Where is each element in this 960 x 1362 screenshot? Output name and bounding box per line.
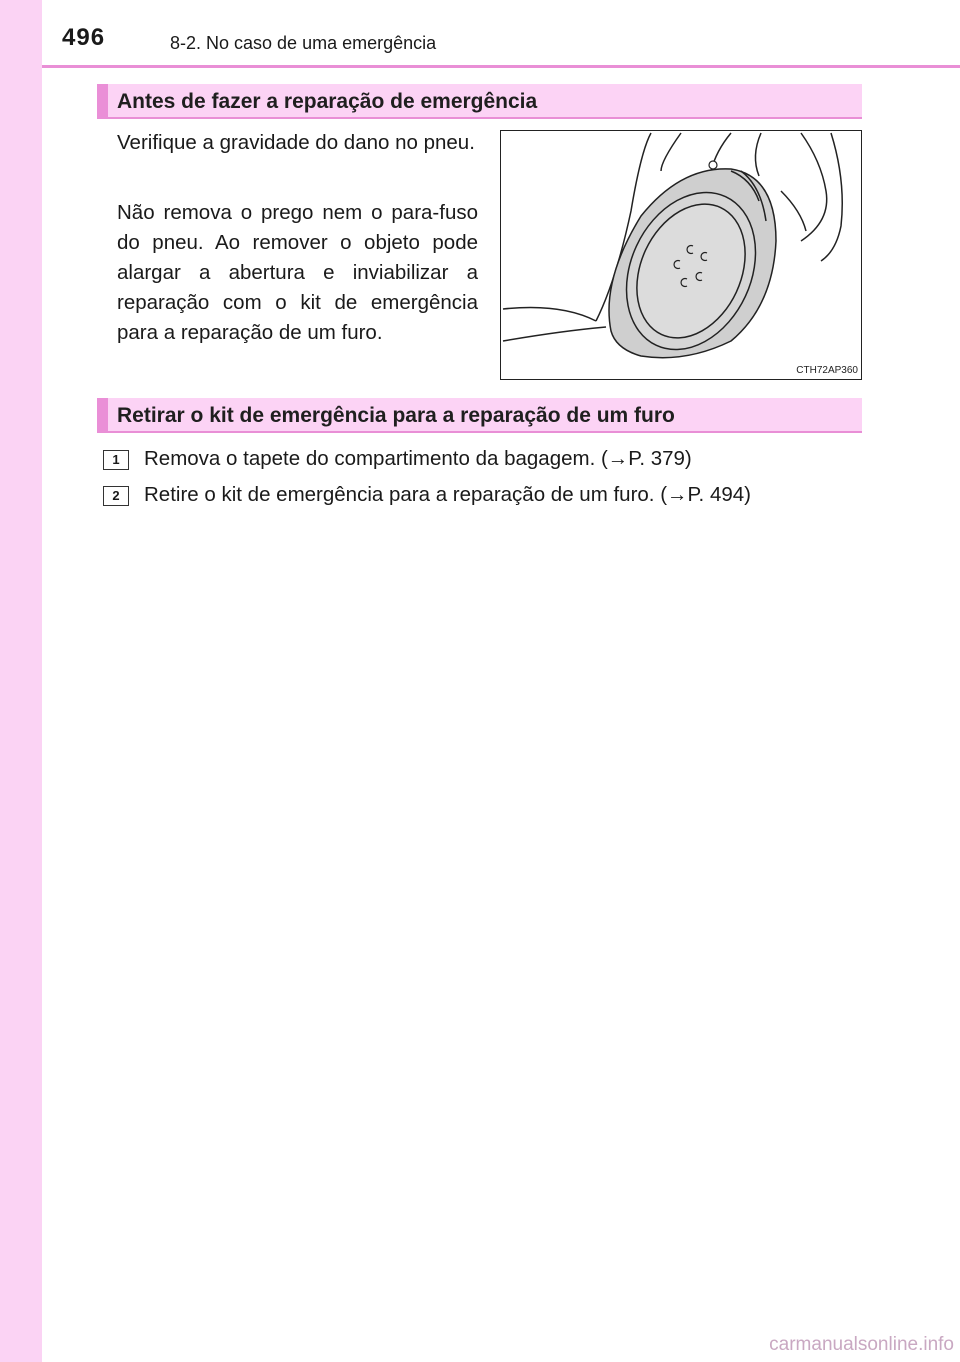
step-1: [103, 447, 903, 477]
paragraph-do-not-remove-nail: Não remova o prego nem o para-fuso do pneu. Ao remover o objeto pode alargar a abertura e inviabilizar a reparação com o kit de emergência para a reparação de um furo.: [117, 201, 478, 344]
step-2: [103, 483, 903, 513]
figure-code: CTH72AP360: [796, 365, 858, 376]
tire-drawing: [501, 131, 861, 379]
step-number-box: 1: [103, 450, 129, 470]
tire-illustration: [500, 130, 862, 380]
section-heading-text: Antes de fazer a reparação de emergência: [117, 90, 538, 113]
step-text: Retire o kit de emergência para a reparação de um furo. (→P. 494): [144, 483, 751, 506]
chapter-title: 8-2. No caso de uma emergência: [170, 33, 437, 53]
step-text: Remova o tapete do compartimento da bagagem. (→P. 379): [144, 447, 692, 470]
section-heading-text: Retirar o kit de emergência para a reparação de um furo: [117, 404, 675, 427]
side-color-band: [0, 0, 42, 1362]
step-number-box: 2: [103, 486, 129, 506]
watermark: carmanualsonline.info: [769, 1334, 954, 1355]
section-heading-before-repair: [97, 84, 862, 119]
section-heading-remove-kit: [97, 398, 862, 433]
header-divider: [42, 65, 960, 68]
page-number: 496: [62, 24, 106, 51]
paragraph-check-damage: Verifique a gravidade do dano no pneu.: [117, 131, 475, 154]
